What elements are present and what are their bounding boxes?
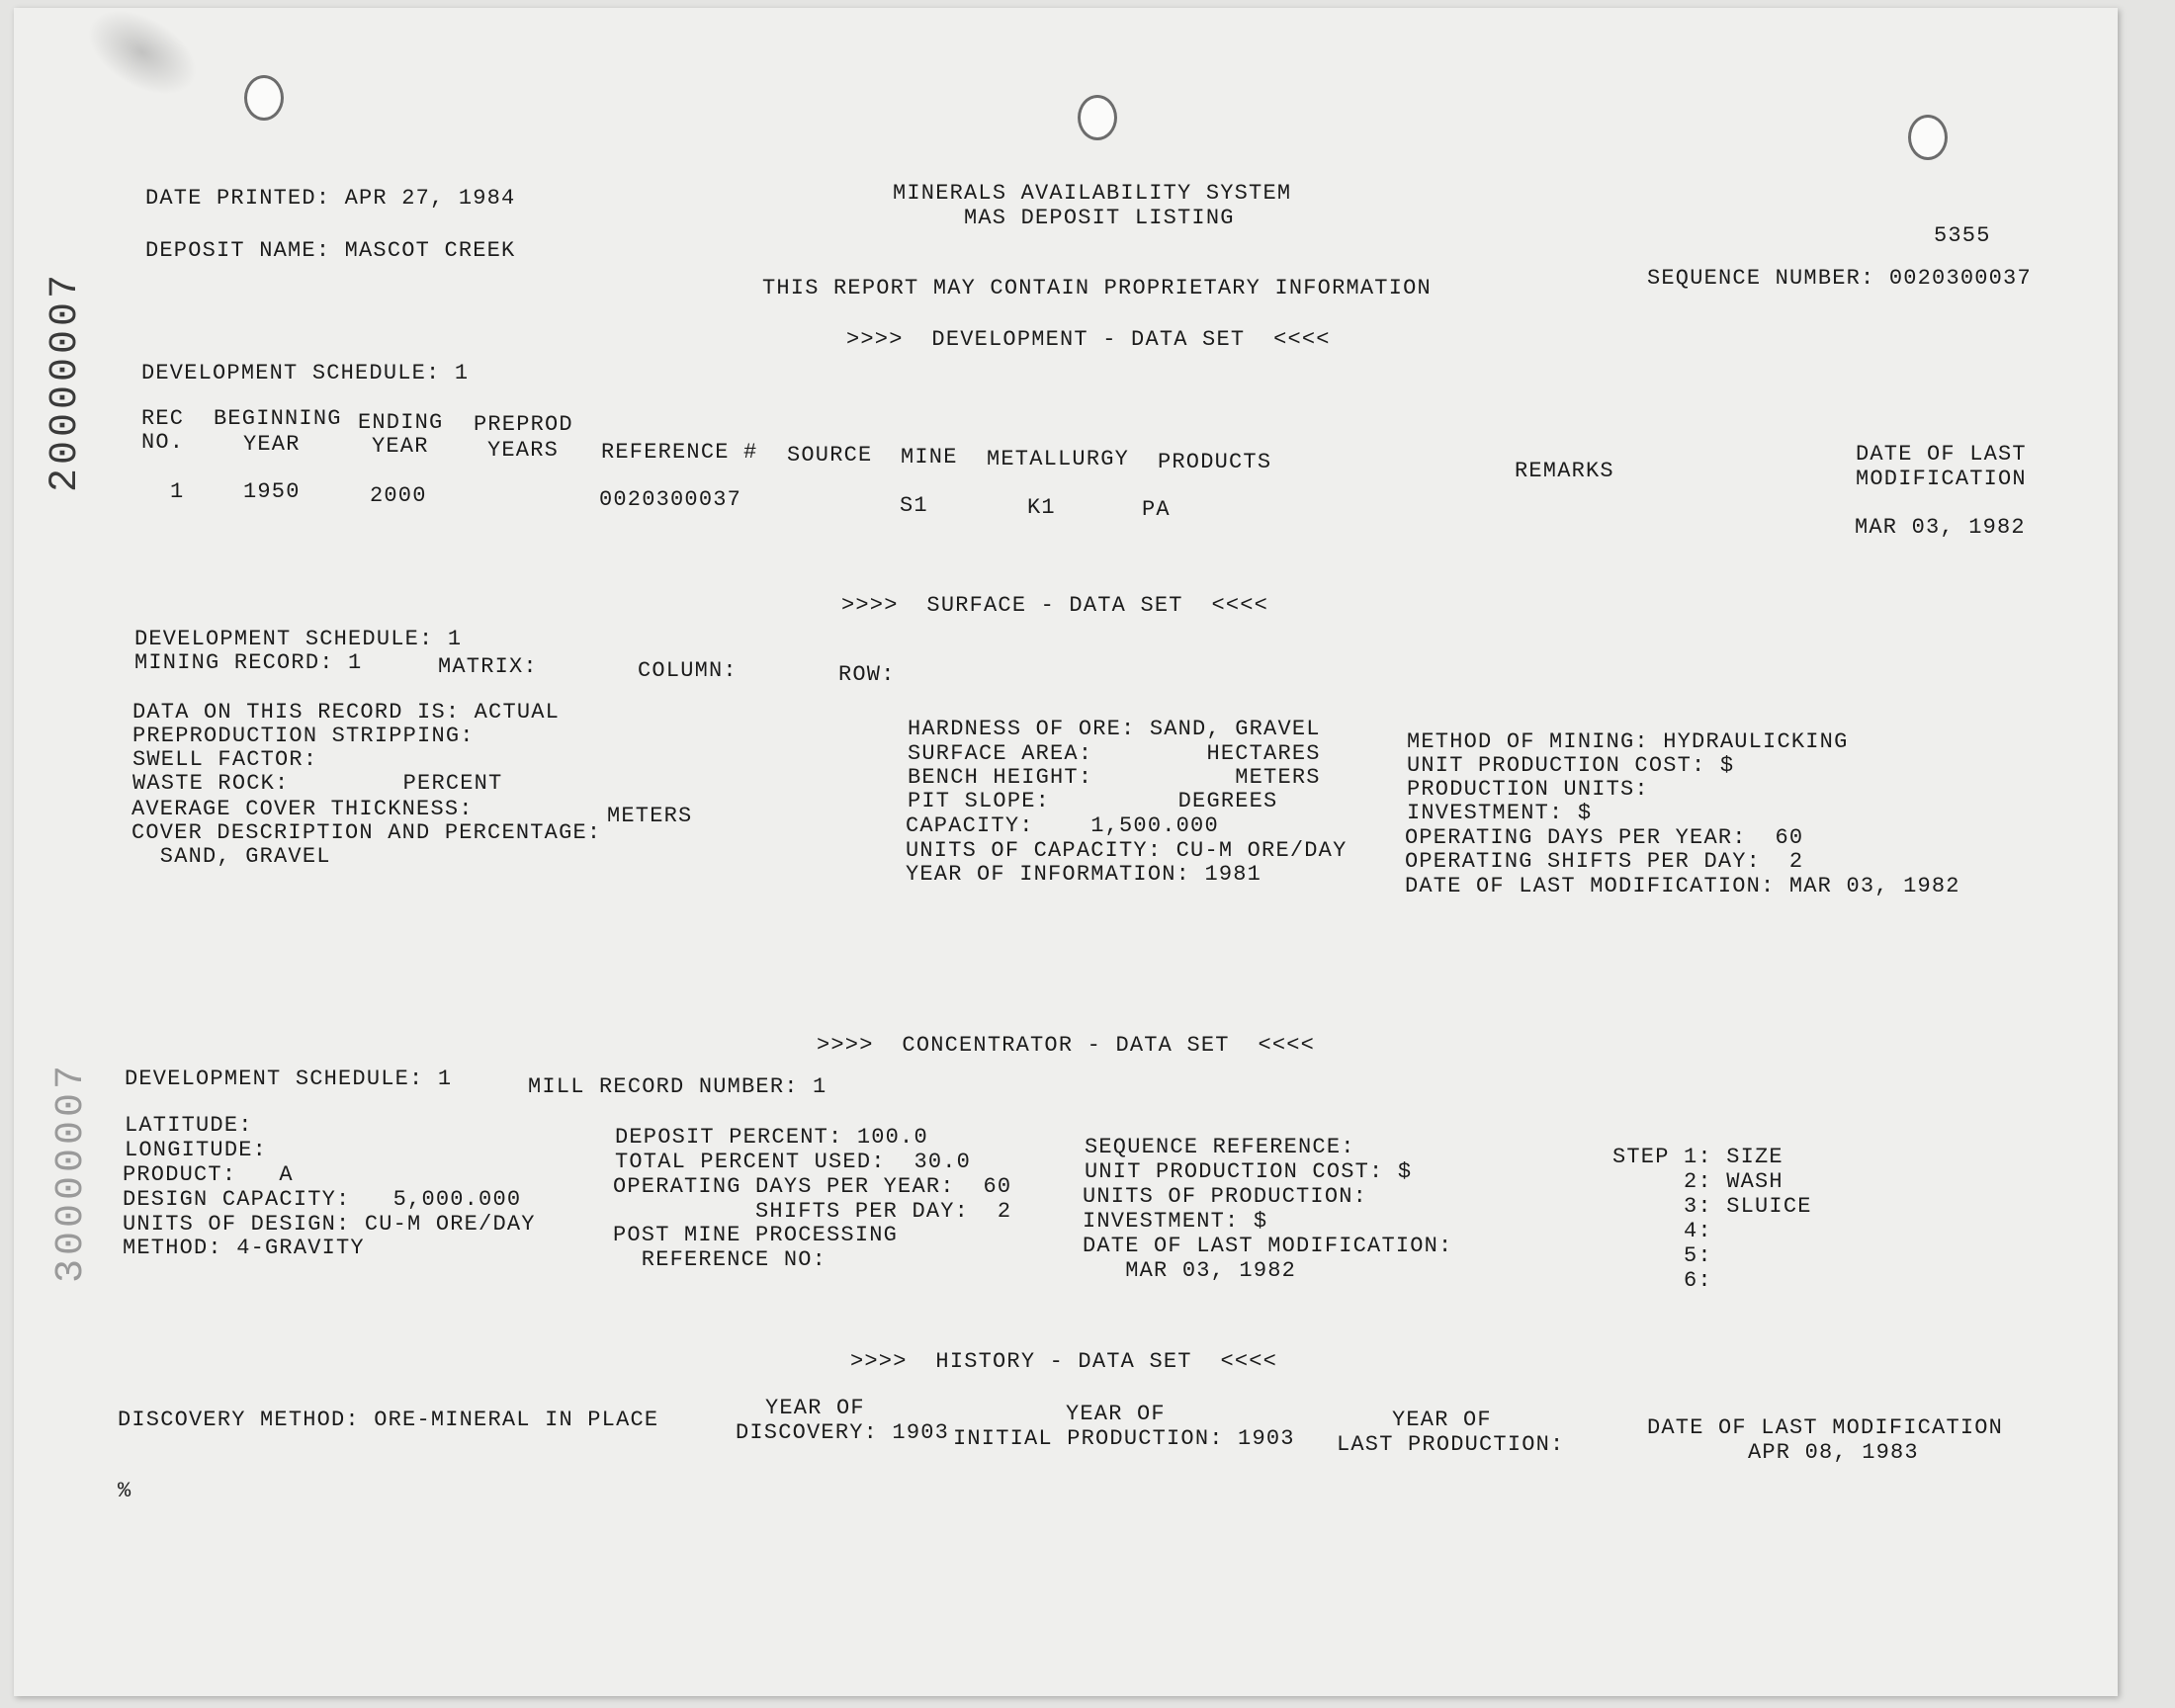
development-schedule: DEVELOPMENT SCHEDULE: 1 [141, 361, 470, 385]
history-yod-1: YEAR OF [765, 1396, 865, 1420]
surface-operating-days: OPERATING DAYS PER YEAR: 60 [1405, 825, 1804, 850]
surface-pit-slope: PIT SLOPE: DEGREES [908, 789, 1278, 813]
conc-reference-no: REFERENCE NO: [613, 1247, 827, 1272]
conc-step-4: 4: [1612, 1219, 1712, 1243]
listing-title: MAS DEPOSIT LISTING [964, 206, 1235, 230]
surface-unit-cost: UNIT PRODUCTION COST: $ [1407, 753, 1735, 778]
conc-operating-days: OPERATING DAYS PER YEAR: 60 [613, 1174, 1012, 1199]
surface-investment: INVESTMENT: $ [1407, 801, 1593, 825]
conc-shifts: SHIFTS PER DAY: 2 [613, 1199, 1012, 1224]
surface-operating-shifts: OPERATING SHIFTS PER DAY: 2 [1405, 849, 1804, 874]
col-date-2: MODIFICATION [1856, 467, 2027, 491]
surface-capacity: CAPACITY: 1,500.000 [906, 813, 1219, 838]
surface-cover-value: SAND, GRAVEL [131, 844, 331, 869]
surface-bench-height: BENCH HEIGHT: METERS [908, 765, 1321, 790]
col-rec-1: REC [141, 406, 185, 431]
conc-units-design: UNITS OF DESIGN: CU-M ORE/DAY [123, 1212, 536, 1237]
conc-latitude: LATITUDE: [125, 1113, 253, 1138]
conc-step-5: 5: [1612, 1243, 1712, 1268]
col-mine: MINE [901, 445, 958, 470]
col-preprod-2: YEARS [487, 438, 560, 463]
col-metallurgy: METALLURGY [987, 447, 1130, 471]
conc-longitude: LONGITUDE: [125, 1138, 268, 1162]
history-initial-production: INITIAL PRODUCTION: 1903 [953, 1426, 1295, 1451]
surface-year-info: YEAR OF INFORMATION: 1981 [906, 862, 1262, 887]
margin-stamp-bottom: 30000007 [49, 1061, 94, 1283]
history-yip-1: YEAR OF [1066, 1402, 1166, 1426]
surface-section-title: >>>> SURFACE - DATA SET <<<< [841, 593, 1269, 618]
conc-method: METHOD: 4-GRAVITY [123, 1236, 365, 1260]
conc-units-production: UNITS OF PRODUCTION: [1083, 1184, 1368, 1209]
concentrator-schedule: DEVELOPMENT SCHEDULE: 1 [125, 1067, 453, 1091]
margin-stamp-top: 20000007 [44, 270, 88, 492]
dev-row-end-year: 2000 [370, 483, 427, 508]
history-last-production: LAST PRODUCTION: [1337, 1432, 1565, 1457]
conc-post-mine: POST MINE PROCESSING [613, 1223, 899, 1247]
development-section-title: >>>> DEVELOPMENT - DATA SET <<<< [846, 327, 1331, 352]
history-ylp-1: YEAR OF [1392, 1408, 1492, 1432]
surface-column: COLUMN: [638, 658, 738, 683]
conc-step-2: 2: WASH [1612, 1169, 1784, 1194]
surface-units-capacity: UNITS OF CAPACITY: CU-M ORE/DAY [906, 838, 1348, 863]
conc-step-3: 3: SLUICE [1612, 1194, 1812, 1219]
dev-row-rec: 1 [170, 479, 185, 504]
col-reference: REFERENCE # [601, 440, 758, 465]
history-discovery-method: DISCOVERY METHOD: ORE-MINERAL IN PLACE [118, 1408, 659, 1432]
concentrator-section-title: >>>> CONCENTRATOR - DATA SET <<<< [817, 1033, 1316, 1058]
conc-date-value: MAR 03, 1982 [1083, 1258, 1297, 1283]
paper-smudge [74, 0, 212, 112]
surface-preproduction-stripping: PREPRODUCTION STRIPPING: [132, 724, 475, 748]
surface-cover-description: COVER DESCRIPTION AND PERCENTAGE: [131, 820, 602, 845]
conc-step-1: STEP 1: SIZE [1612, 1145, 1784, 1169]
col-begin-2: YEAR [243, 432, 301, 457]
dev-row-begin-year: 1950 [243, 479, 301, 504]
sequence-number: SEQUENCE NUMBER: 0020300037 [1647, 266, 2032, 291]
col-remarks: REMARKS [1515, 459, 1614, 483]
surface-production-units: PRODUCTION UNITS: [1407, 777, 1649, 802]
col-source: SOURCE [787, 443, 873, 468]
history-year-of-discovery: DISCOVERY: 1903 [736, 1420, 950, 1445]
surface-meters-label: METERS [607, 804, 693, 828]
concentrator-mill-record: MILL RECORD NUMBER: 1 [528, 1074, 827, 1099]
conc-step-6: 6: [1612, 1268, 1712, 1293]
conc-product: PRODUCT: A [123, 1162, 294, 1187]
surface-mining-record: MINING RECORD: 1 [134, 650, 363, 675]
conc-date-label: DATE OF LAST MODIFICATION: [1083, 1234, 1453, 1258]
history-date-value: APR 08, 1983 [1748, 1440, 1919, 1465]
page-number: 5355 [1934, 223, 1991, 248]
history-section-title: >>>> HISTORY - DATA SET <<<< [850, 1349, 1278, 1374]
conc-design-capacity: DESIGN CAPACITY: 5,000.000 [123, 1187, 522, 1212]
surface-schedule: DEVELOPMENT SCHEDULE: 1 [134, 627, 463, 651]
surface-waste-rock: WASTE ROCK: PERCENT [132, 771, 503, 796]
surface-date-modified: DATE OF LAST MODIFICATION: MAR 03, 1982 [1405, 874, 1960, 898]
punch-hole-center [1078, 95, 1117, 140]
dev-row-metallurgy: K1 [1027, 495, 1056, 520]
conc-unit-cost: UNIT PRODUCTION COST: $ [1085, 1159, 1413, 1184]
surface-avg-cover-thickness: AVERAGE COVER THICKNESS: [131, 797, 474, 821]
conc-sequence-reference: SEQUENCE REFERENCE: [1085, 1135, 1355, 1159]
dev-row-date: MAR 03, 1982 [1855, 515, 2026, 540]
surface-method-of-mining: METHOD OF MINING: HYDRAULICKING [1407, 729, 1849, 754]
dev-row-reference: 0020300037 [599, 487, 742, 512]
surface-area: SURFACE AREA: HECTARES [908, 741, 1321, 766]
conc-deposit-percent: DEPOSIT PERCENT: 100.0 [615, 1125, 928, 1150]
punch-hole-left [244, 75, 284, 121]
col-products: PRODUCTS [1158, 450, 1272, 474]
history-date-label: DATE OF LAST MODIFICATION [1647, 1415, 2004, 1440]
conc-total-percent: TOTAL PERCENT USED: 30.0 [615, 1150, 972, 1174]
surface-matrix: MATRIX: [438, 654, 538, 679]
col-date-1: DATE OF LAST [1856, 442, 2027, 467]
col-preprod-1: PREPROD [474, 412, 573, 437]
col-end-2: YEAR [372, 434, 429, 459]
surface-data-actual: DATA ON THIS RECORD IS: ACTUAL [132, 700, 561, 725]
punch-hole-right [1908, 115, 1948, 160]
conc-investment: INVESTMENT: $ [1083, 1209, 1268, 1234]
col-rec-2: NO. [141, 430, 185, 455]
proprietary-notice: THIS REPORT MAY CONTAIN PROPRIETARY INFORMATION [762, 276, 1432, 300]
dev-row-mine: S1 [900, 493, 928, 518]
surface-hardness: HARDNESS OF ORE: SAND, GRAVEL [908, 717, 1321, 741]
deposit-name: DEPOSIT NAME: MASCOT CREEK [145, 238, 516, 263]
surface-swell-factor: SWELL FACTOR: [132, 747, 318, 772]
system-title: MINERALS AVAILABILITY SYSTEM [893, 181, 1292, 206]
col-end-1: ENDING [358, 410, 444, 435]
dev-row-products: PA [1142, 497, 1171, 522]
date-printed: DATE PRINTED: APR 27, 1984 [145, 186, 516, 211]
surface-row: ROW: [838, 662, 896, 687]
footer-percent-mark: % [118, 1479, 132, 1503]
col-begin-1: BEGINNING [214, 406, 342, 431]
